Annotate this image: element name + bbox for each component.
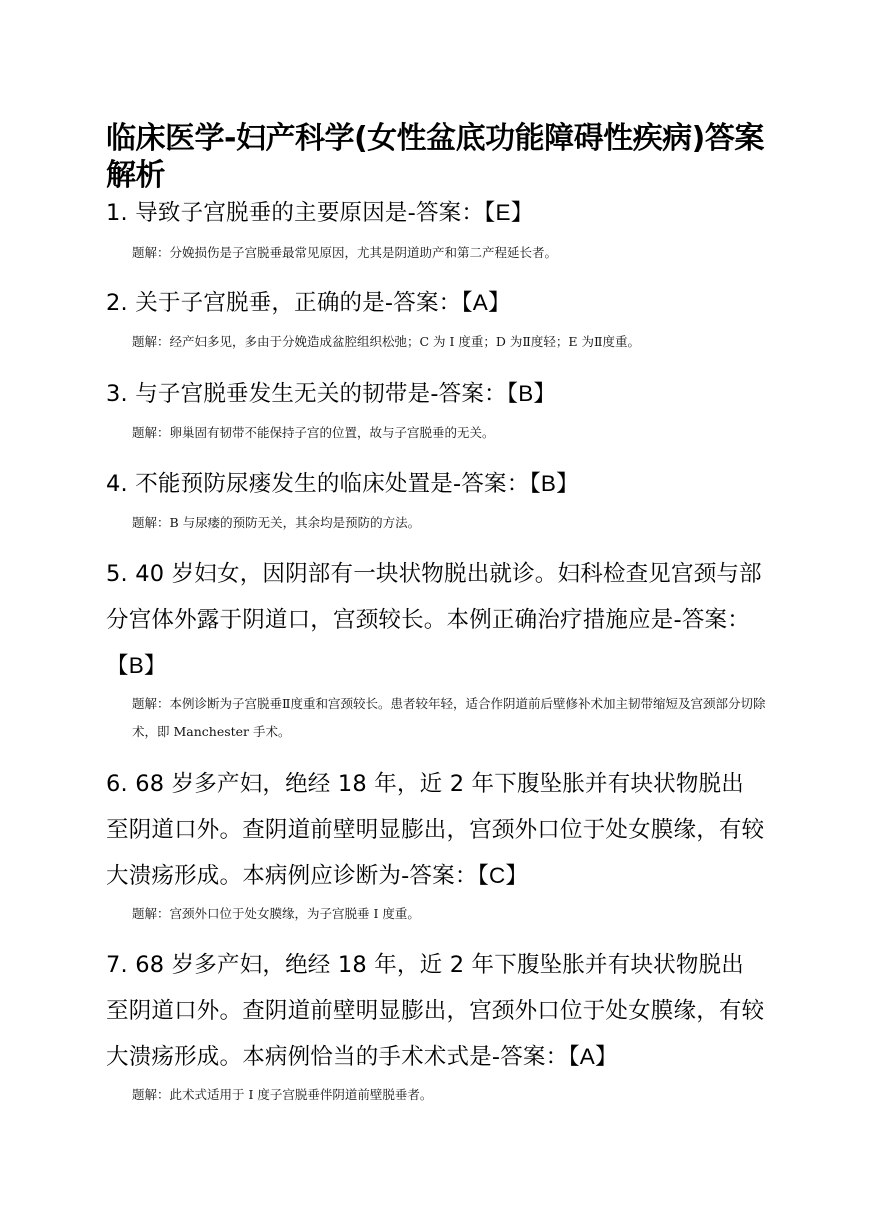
answer-badge: 【B】 [529, 471, 579, 496]
question-3 [106, 371, 766, 417]
question-text: 1. 导致子宫脱垂的主要原因是-答案： [106, 200, 485, 226]
explanation-1: 题解：分娩损伤是子宫脱垂最常见原因，尤其是阴道助产和第二产程延长者。 [132, 245, 558, 260]
answer-badge: 【A】 [568, 1044, 618, 1069]
answer-badge: 【E】 [484, 200, 534, 225]
answer-badge: 【B】 [506, 381, 557, 406]
question-text: 6. 68 岁多产妇，绝经 18 年，近 2 年下腹坠胀并有块状物脱出至阴道口外。查阴道前壁明显膨出，宫颈外口位于处女膜缘，有较大溃疡形成。本病例应诊断为-答案： [106, 771, 765, 889]
explanation-7: 题解：此术式适用于 I 度子宫脱垂伴阴道前壁脱垂者。 [132, 1087, 433, 1102]
question-text: 3. 与子宫脱垂发生无关的韧带是-答案： [106, 381, 507, 407]
document-title: 临床医学-妇产科学(女性盆底功能障碍性疾病)答案解析 [106, 121, 764, 193]
question-2 [106, 280, 766, 326]
question-text: 2. 关于子宫脱垂，正确的是-答案： [106, 290, 462, 316]
explanation-2: 题解：经产妇多见，多由于分娩造成盆腔组织松弛；C 为 I 度重；D 为Ⅱ度轻；E 为Ⅱ度重。 [132, 334, 641, 349]
question-5 [106, 551, 766, 689]
explanation-6: 题解：宫颈外口位于处女膜缘，为子宫脱垂 I 度重。 [132, 906, 420, 921]
explanation-5: 题解：本例诊断为子宫脱垂Ⅱ度重和宫颈较长。患者较年轻，适合作阴道前后壁修补术加主韧带缩短及宫颈部分切除术，即 Manchester 手术。 [132, 696, 766, 739]
question-text: 4. 不能预防尿瘘发生的临床处置是-答案： [106, 471, 530, 497]
question-text: 7. 68 岁多产妇，绝经 18 年，近 2 年下腹坠胀并有块状物脱出至阴道口外。查阴道前壁明显膨出，宫颈外口位于处女膜缘，有较大溃疡形成。本病例恰当的手术术式是-答案： [106, 952, 765, 1070]
explanation-4: 题解：B 与尿瘘的预防无关，其余均是预防的方法。 [132, 515, 421, 530]
answer-badge: 【B】 [106, 653, 167, 678]
explanation-3: 题解：卵巢固有韧带不能保持子宫的位置，故与子宫脱垂的无关。 [132, 425, 495, 440]
answer-badge: 【C】 [477, 863, 529, 888]
question-6 [106, 761, 766, 899]
question-7 [106, 942, 766, 1080]
question-text: 5. 40 岁妇女，因阴部有一块状物脱出就诊。妇科检查见宫颈与部分宫体外露于阴道口，宫颈较长。本例正确治疗措施应是-答案： [106, 561, 762, 633]
answer-badge: 【A】 [461, 290, 511, 315]
question-1 [106, 190, 766, 236]
question-4 [106, 461, 766, 507]
